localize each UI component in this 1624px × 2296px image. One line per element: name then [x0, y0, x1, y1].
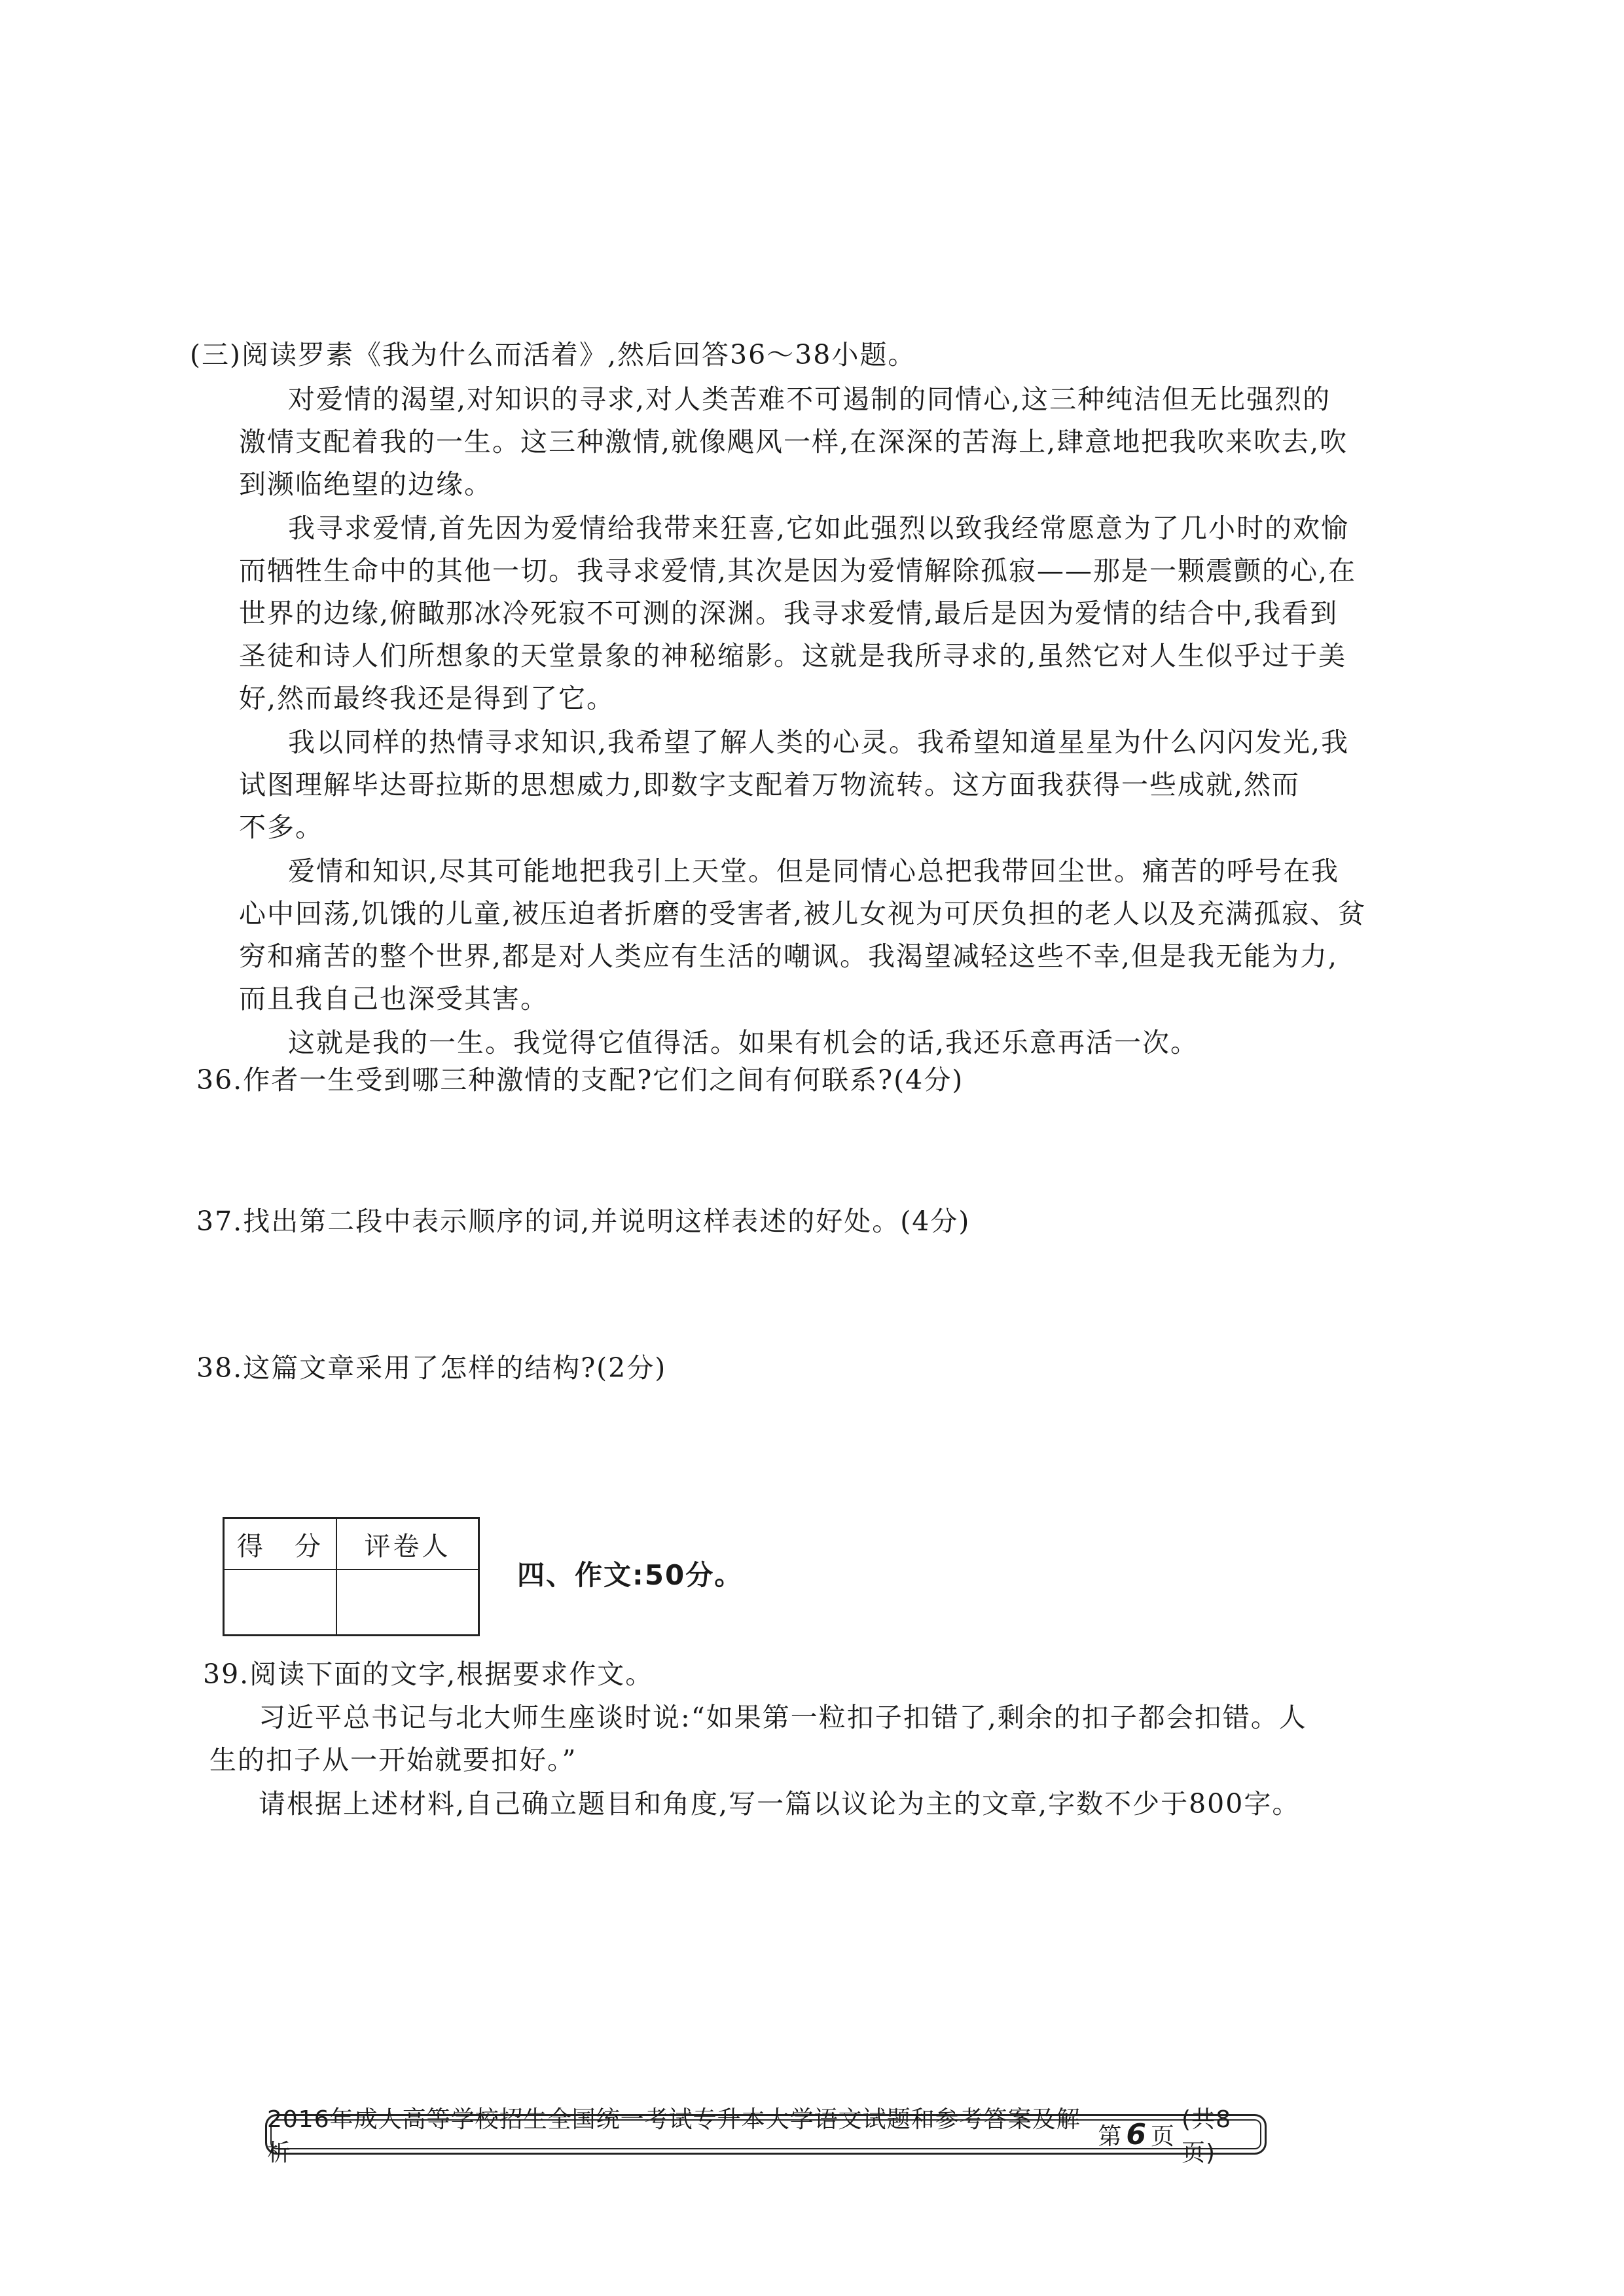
passage-line: 而牺牲生命中的其他一切。我寻求爱情,其次是因为爱情解除孤寂——那是一颗震颤的心,在: [239, 555, 1357, 586]
passage-line: 穷和痛苦的整个世界,都是对人类应有生活的嘲讽。我渴望减轻这些不幸,但是我无能为力,: [239, 941, 1339, 972]
material-line: 生的扣子从一开始就要扣好。”: [209, 1744, 577, 1776]
requirement-line: 请根据上述材料,自己确立题目和角度,写一篇以议论为主的文章,字数不少于800字。: [259, 1788, 1301, 1820]
grader-cell: [336, 1570, 479, 1636]
passage-line: 而且我自己也深受其害。: [239, 983, 549, 1014]
page-footer: [265, 2106, 1267, 2166]
question-38: 38.这篇文章采用了怎样的结构?(2分): [196, 1352, 667, 1384]
passage-line: 我寻求爱情,首先因为爱情给我带来狂喜,它如此强烈以致我经常愿意为了几小时的欢愉: [288, 512, 1350, 544]
material-line: 习近平总书记与北大师生座谈时说:“如果第一粒扣子扣错了,剩余的扣子都会扣错。人: [259, 1702, 1307, 1733]
score-label: 得 分: [224, 1518, 337, 1570]
footer-title: 2016年成人高等学校招生全国统一考试专升本大学语文试题和参考答案及解析: [267, 2106, 1081, 2166]
passage-line: 我以同样的热情寻求知识,我希望了解人类的心灵。我希望知道星星为什么闪闪发光,我: [288, 726, 1350, 758]
passage-line: 心中回荡,饥饿的儿童,被压迫者折磨的受害者,被儿女视为可厌负担的老人以及充满孤寂、贫: [239, 898, 1367, 929]
footer-page-number: 6: [1126, 2117, 1147, 2151]
footer-page-prefix: 第: [1098, 2123, 1123, 2150]
section3-heading: (三)阅读罗素《我为什么而活着》,然后回答36～38小题。: [190, 339, 916, 370]
passage-line: 试图理解毕达哥拉斯的思想威力,即数字支配着万物流转。这方面我获得一些成就,然而: [239, 769, 1301, 800]
footer-total: (共8页): [1182, 2106, 1231, 2166]
passage-line: 不多。: [239, 812, 323, 843]
question-36: 36.作者一生受到哪三种激情的支配?它们之间有何联系?(4分): [196, 1064, 964, 1096]
footer-page-suffix: 页: [1151, 2123, 1176, 2150]
passage-line: 世界的边缘,俯瞰那冰冷死寂不可测的深渊。我寻求爱情,最后是因为爱情的结合中,我看到: [239, 598, 1339, 629]
question-39: 39.阅读下面的文字,根据要求作文。: [203, 1659, 654, 1690]
score-table: [223, 1517, 480, 1636]
passage-line: 到濒临绝望的边缘。: [239, 469, 492, 500]
passage-line: 好,然而最终我还是得到了它。: [239, 683, 615, 714]
passage-line: 这就是我的一生。我觉得它值得活。如果有机会的话,我还乐意再活一次。: [288, 1027, 1199, 1058]
section4-title: 四、作文:50分。: [517, 1559, 744, 1591]
question-37: 37.找出第二段中表示顺序的词,并说明这样表述的好处。(4分): [196, 1206, 971, 1237]
passage-line: 激情支配着我的一生。这三种激情,就像飓风一样,在深深的苦海上,肆意地把我吹来吹去,吹: [239, 426, 1348, 457]
passage-line: 爱情和知识,尽其可能地把我引上天堂。但是同情心总把我带回尘世。痛苦的呼号在我: [288, 855, 1340, 887]
score-cell: [224, 1570, 337, 1636]
grader-label: 评卷人: [336, 1518, 479, 1570]
passage-line: 圣徒和诗人们所想象的天堂景象的神秘缩影。这就是我所寻求的,虽然它对人生似乎过于美: [239, 640, 1347, 672]
passage-line: 对爱情的渴望,对知识的寻求,对人类苦难不可遏制的同情心,这三种纯洁但无比强烈的: [288, 384, 1331, 415]
